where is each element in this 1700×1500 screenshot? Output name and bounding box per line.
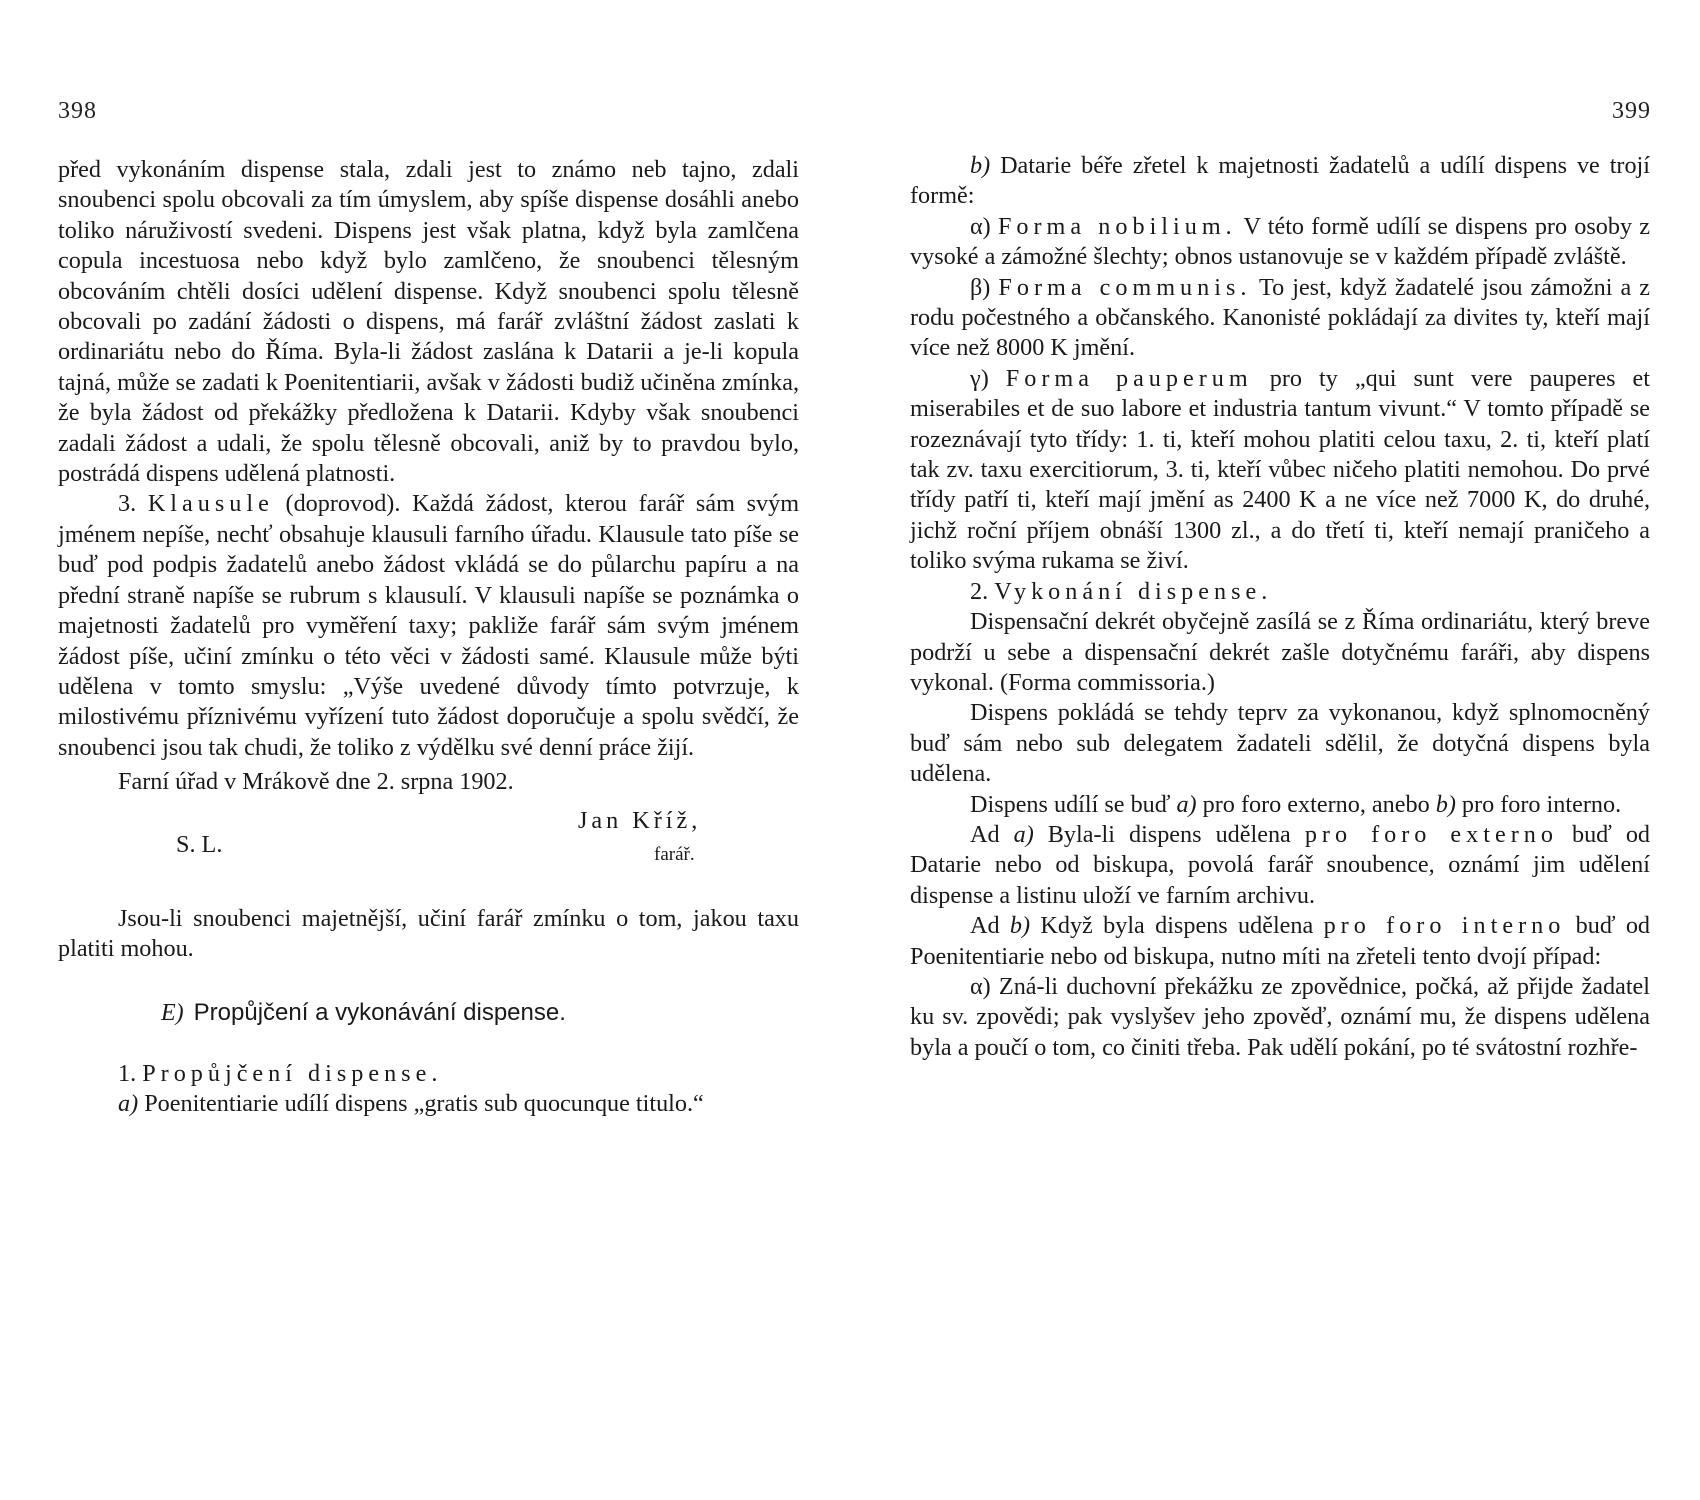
- paragraph-continued: před vykonáním dispense stala, zdali jest to známo neb tajno, zdali snoubenci spolu obcovali za tím úmyslem, aby spíše dispense dosáhli anebo toliko náruživostí svedeni. Dispens jest však platna, když byla zamlčena copula incestuosa nebo když bylo zamlčeno, že snoubenci tělesným obcováním chtěli dosíci udělení dispense. Když snoubenci spolu tělesně obcovali po zadání žádosti o dispens, má farář zvláštní žádost zaslati k ordinariátu nebo do Říma. Byla-li žádost zaslána k Datarii a je-li kopula tajná, může se zadati k Poenitentiarii, avšak v žádosti budiž učiněna zmínka, že byla žádost od překážky předložena k Datarii. Kdyby však snoubenci zadali žádost a udali, že spolu tělesně obcovali, aniž by to pravdou bylo, postrádá dispens udělená platnosti.: [58, 156, 799, 488]
- paragraph-forms: [910, 790, 1650, 820]
- item-letter: a): [1176, 790, 1197, 818]
- text-span: Když byla dispens udělena: [1040, 912, 1314, 940]
- paragraph-forma-nobilium: [910, 212, 1650, 273]
- section-number: 3.: [118, 490, 137, 518]
- paragraph-validity: Dispens pokládá se tehdy teprv za vykonanou, když splnomocněný buď sám nebo sub delegatem žadateli sdělil, že dotyčná dispens byla udělena.: [910, 699, 1650, 788]
- text-span: Byla-li dispens udělena: [1047, 820, 1291, 848]
- text-span: Ad: [970, 820, 1000, 848]
- item-term: pro foro externo: [1304, 820, 1558, 848]
- item-mark: α): [970, 972, 991, 1000]
- item-text: To jest, když žadatelé jsou zámožni a z rodu počestného a občanského. Kanonisté pokládají za divites ty, kteří mají více než 8000 K jmění.: [910, 273, 1650, 362]
- spacer: [58, 880, 799, 904]
- subsection-term: Propůjčení dispense.: [142, 1059, 443, 1087]
- item-letter: b): [1435, 790, 1456, 818]
- subsection-number: 1.: [118, 1059, 137, 1087]
- paragraph-poenitentiarie: [58, 1089, 799, 1119]
- item-mark: β): [970, 273, 991, 301]
- signer-name: Jan Kříž,: [578, 806, 702, 834]
- paragraph-execution: Dispensační dekrét obyčejně zasílá se z Říma ordinariátu, který breve podrží u sebe a dispensační dekrét zašle dotyčnému faráři, aby dispens vykonal. (Forma commissoria.): [910, 608, 1650, 696]
- item-letter: b): [1009, 912, 1031, 940]
- left-text-block: [58, 155, 799, 1120]
- item-text: pro ty „qui sunt vere pauperes et miserabiles et de suo labore et industria tantum vivunt.“ V tomto případě se rozeznávají tyto třídy: 1. ti, kteří mohou platiti celou taxu, 2. ti, kteří platí tak zv. taxu exercitiorum, 3. ti, kteří vůbec ničeho platiti nemohou. Do prvé třídy patří ti, kteří mají jmění as 2400 K a ne více než 7000 K, do druhé, jichž roční příjem obnáší 1300 zl., a do třetí ti, kteří nemají praničeho a toliko svýma rukama se živí.: [910, 364, 1651, 575]
- item-letter: b): [970, 152, 991, 179]
- paragraph-klausule: [58, 489, 799, 763]
- signer-role: farář.: [654, 843, 695, 865]
- subsection-heading: [58, 1059, 799, 1089]
- signature-block: [58, 804, 799, 880]
- text-span: pro foro interno.: [1461, 790, 1622, 818]
- item-mark: γ): [970, 364, 989, 392]
- item-letter: a): [1013, 820, 1034, 848]
- paragraph-datarie: [910, 151, 1650, 212]
- heading-text: Propůjčení a vykonávání dispense.: [193, 999, 566, 1027]
- subsection-heading: [910, 577, 1650, 607]
- text-span: buď od Datarie nebo od biskupa, povolá farář snoubence, oznámí jim udělení dispense a listinu uloží ve farním archivu.: [910, 820, 1651, 909]
- right-page: [850, 0, 1700, 1500]
- subsection-term: Vykonání dispense.: [994, 577, 1273, 605]
- text-span: buď od Poenitentiarie nebo od biskupa, nutno míti na zřeteli tento dvojí případ:: [910, 912, 1651, 970]
- item-text: Poenitentiarie udílí dispens „gratis sub quocunque titulo.“: [144, 1090, 704, 1118]
- item-term: Forma nobilium.: [997, 212, 1237, 240]
- paragraph-forma-communis: [910, 273, 1650, 364]
- section-term: Klausule: [147, 490, 274, 518]
- paragraph-wealth-note: Jsou-li snoubenci majetnější, učiní farář zmínku o tom, jakou taxu platiti mohou.: [58, 904, 799, 962]
- item-term: pro foro interno: [1323, 912, 1566, 940]
- section-heading: [58, 998, 799, 1028]
- item-letter: a): [118, 1090, 139, 1118]
- paragraph-confession-case: [910, 972, 1650, 1063]
- right-text-block: [910, 151, 1650, 1063]
- heading-letter: E): [161, 1000, 184, 1027]
- section-text: (doprovod). Každá žádost, kterou farář sám svým jménem nepíše, nechť obsahuje klausuli farního úřadu. Klausule tato píše se buď pod podpis žadatelů anebo žádost vkládá se do půlarchu papíru a na přední straně napíše se rubrum s klausulí. V klausuli napíše se poznámka o majetnosti žadatelů pro vyměření taxy; pakliže farář sám svým jménem žádost píše, učiní zmínku o této věci v žádosti samé. Klausule může býti udělena v tomto smyslu: „Výše uvedené důvody tímto potvrzuje, k milostivému příznivému vyřízení tuto žádost doporučuje a spolu svědčí, že snoubenci jsou tak chudi, že toliko z výdělku své denní práce žijí.: [58, 490, 800, 761]
- paragraph-ad-b: [910, 911, 1650, 972]
- item-term: Forma communis.: [998, 273, 1252, 301]
- item-text: Zná-li duchovní překážku ze zpovědnice, počká, až přijde žadatel ku sv. zpovědi; pak vyslyšev jeho zpověď, oznámí mu, že dispens udělena byla a poučí o tom, co činiti třeba. Pak udělí pokání, po té svátostní rozhře-: [910, 972, 1650, 1061]
- subsection-number: 2.: [970, 577, 989, 605]
- item-mark: α): [970, 212, 991, 240]
- text-span: Ad: [970, 912, 1000, 940]
- item-term: Forma pauperum: [1005, 364, 1253, 392]
- item-text: V této formě udílí se dispens pro osoby z vysoké a zámožné šlechty; obnos ustanovuje se v každém případě zvláště.: [910, 212, 1651, 271]
- place-date: Farní úřad v Mrákově dne 2. srpna 1902.: [118, 768, 514, 796]
- text-span: pro foro externo, anebo: [1202, 790, 1430, 818]
- item-text: Datarie béře zřetel k majetnosti žadatelů a udílí dispens ve trojí formě:: [910, 152, 1650, 210]
- page-number: 399: [1612, 98, 1651, 124]
- page-number: 398: [58, 98, 97, 124]
- seal-mark: S. L.: [176, 830, 223, 858]
- paragraph-forma-pauperum: [910, 364, 1650, 577]
- paragraph-ad-a: [910, 820, 1650, 911]
- text-span: Dispens udílí se buď: [970, 790, 1171, 818]
